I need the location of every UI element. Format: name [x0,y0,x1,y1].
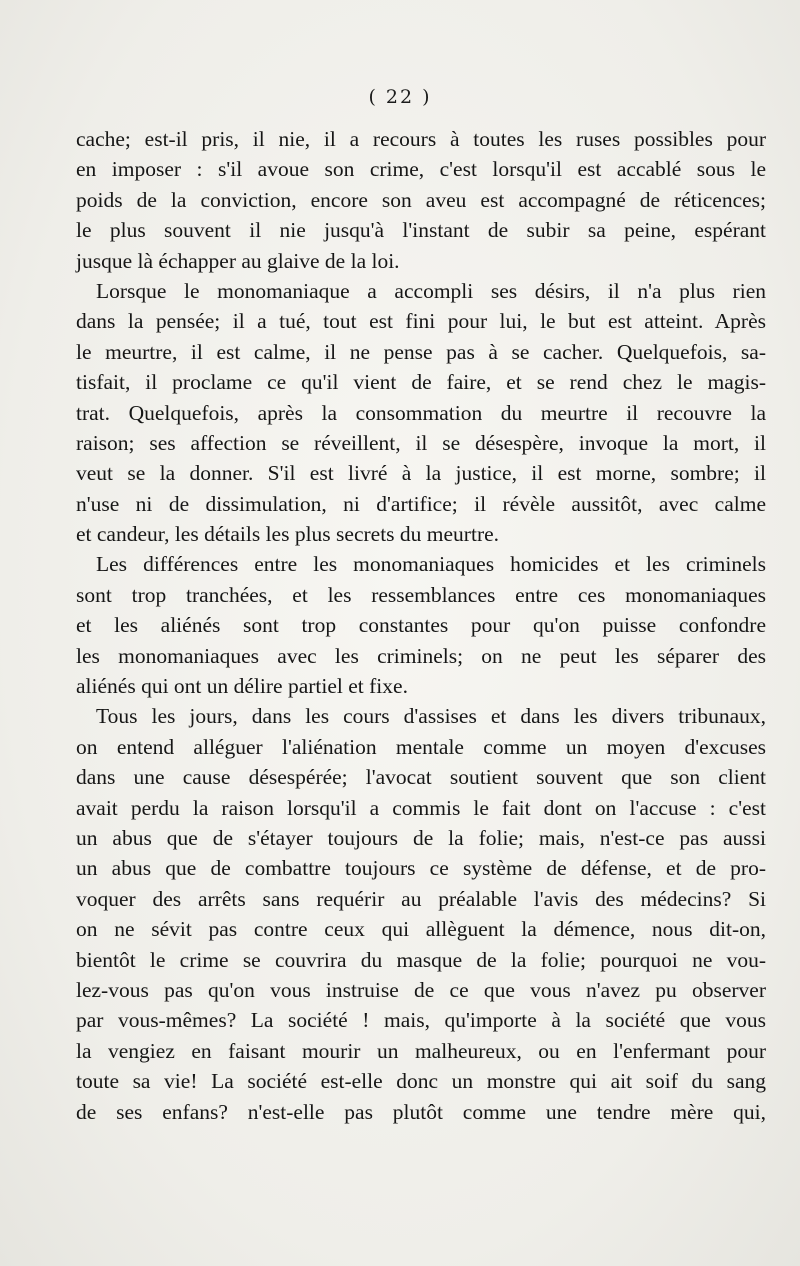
text-line: un abus que de combattre toujours ce système de défense, et de pro- [76,856,766,881]
text-line: lez-vous pas qu'on vous instruise de ce que vous n'avez pu observer [76,977,766,1002]
text-line: Les différences entre les monomaniaques homicides et les criminels [96,552,766,577]
page-number: ( 22 ) [368,86,432,108]
text-line: par vous-mêmes? La société ! mais, qu'importe à la société que vous [76,1008,766,1033]
text-line: toute sa vie! La société est-elle donc un monstre qui ait soif du sang [76,1069,766,1094]
text-line: voquer des arrêts sans requérir au préalable l'avis des médecins? Si [76,886,766,911]
text-line: dans une cause désespérée; l'avocat soutient souvent que son client [76,765,766,790]
text-line: avait perdu la raison lorsqu'il a commis le fait dont on l'accuse : c'est [76,795,766,820]
paragraph-3 [76,549,766,701]
text-line: et candeur, les détails les plus secrets du meurtre. [76,522,500,547]
text-line: de ses enfans? n'est-elle pas plutôt comme une tendre mère qui, [76,1099,766,1124]
paragraph-2 [76,276,766,550]
text-line: on ne sévit pas contre ceux qui allèguent la démence, nous dit-on, [76,917,766,942]
text-line: tisfait, il proclame ce qu'il vient de faire, et se rend chez le magis- [76,370,766,395]
text-line: jusque là échapper au glaive de la loi. [76,248,400,273]
paragraph-4 [76,701,766,1126]
text-line: aliénés qui ont un délire partiel et fixe. [76,674,408,699]
text-line: en imposer : s'il avoue son crime, c'est lorsqu'il est accablé sous le [76,157,766,182]
text-line: les monomaniaques avec les criminels; on ne peut les séparer des [76,643,766,668]
text-line: le plus souvent il nie jusqu'à l'instant de subir sa peine, espérant [76,218,766,243]
text-line: le meurtre, il est calme, il ne pense pas à se cacher. Quelquefois, sa- [76,339,766,364]
text-line: Lorsque le monomaniaque a accompli ses désirs, il n'a plus rien [96,278,766,303]
text-line: veut se la donner. S'il est livré à la justice, il est morne, sombre; il [76,461,766,486]
text-line: dans la pensée; il a tué, tout est fini pour lui, le but est atteint. Après [76,309,766,334]
text-line: on entend alléguer l'aliénation mentale comme un moyen d'excuses [76,734,766,759]
text-line: sont trop tranchées, et les ressemblances entre ces monomaniaques [76,582,766,607]
text-line: trat. Quelquefois, après la consommation du meurtre il recouvre la [76,400,766,425]
text-line: la vengiez en faisant mourir un malheureux, ou en l'enfermant pour [76,1038,766,1063]
body-text [76,124,766,1127]
paragraph-1 [76,124,766,276]
text-line: poids de la conviction, encore son aveu est accompagné de réticences; [76,187,766,212]
text-line: bientôt le crime se couvrira du masque de la folie; pourquoi ne vou- [76,947,766,972]
text-line: Tous les jours, dans les cours d'assises et dans les divers tribunaux, [96,704,766,729]
text-line: raison; ses affection se réveillent, il se désespère, invoque la mort, il [76,430,766,455]
text-line: cache; est-il pris, il nie, il a recours à toutes les ruses possibles pour [76,127,766,151]
text-line: n'use ni de dissimulation, ni d'artifice; il révèle aussitôt, avec calme [76,491,766,516]
text-line: un abus que de s'étayer toujours de la folie; mais, n'est-ce pas aussi [76,825,766,850]
text-line: et les aliénés sont trop constantes pour qu'on puisse confondre [76,613,766,638]
